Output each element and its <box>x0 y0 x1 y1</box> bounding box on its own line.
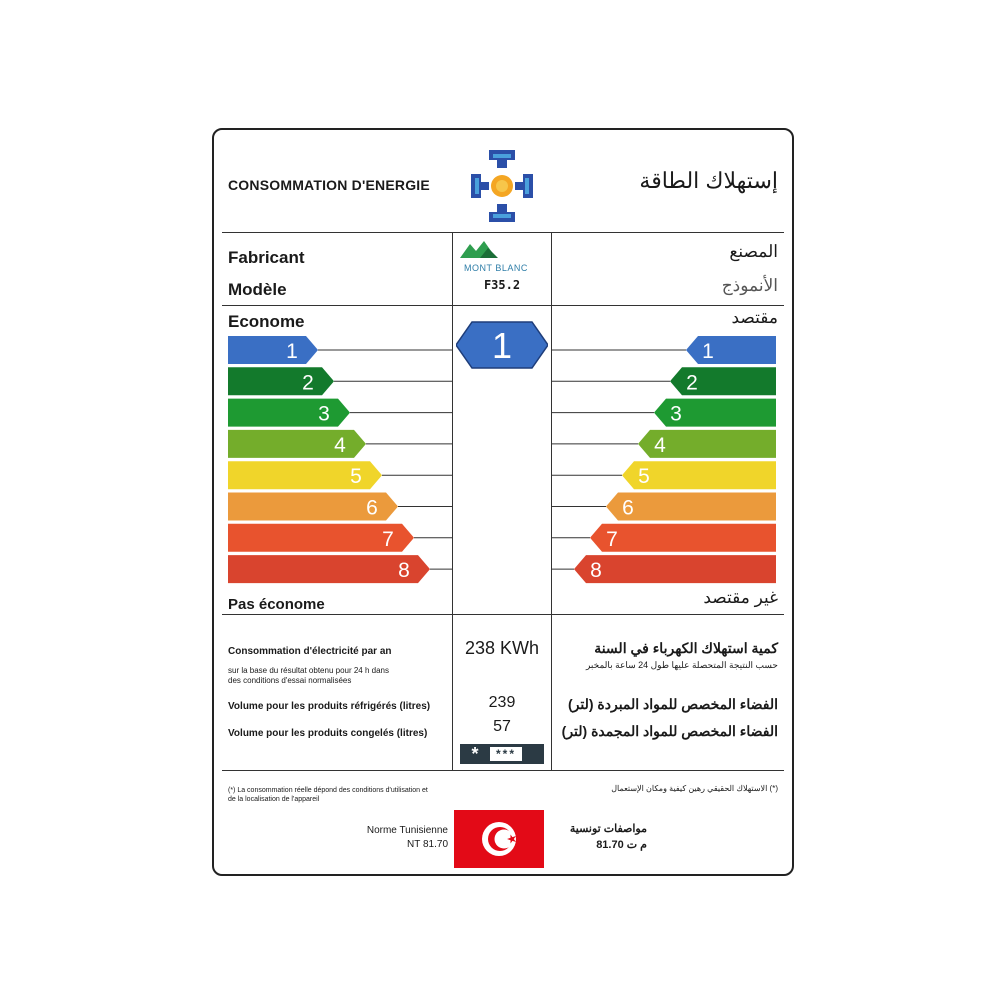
footnote-ar: (*) الاستهلاك الحقيقي رهين كيفية ومكان الإستعمال <box>611 784 778 793</box>
footnote-fr-2: de la localisation de l'appareil <box>228 796 320 803</box>
freezer-stars: *** <box>490 747 522 761</box>
energy-class-label-left-7: 7 <box>382 527 394 551</box>
divider <box>222 614 784 615</box>
consumption-note-ar: حسب النتيجة المتحصلة عليها طول 24 ساعة بالمخبر <box>585 660 778 670</box>
energy-class-label-left-5: 5 <box>350 465 362 489</box>
model-value: F35.2 <box>483 278 521 292</box>
brand-name: MONT BLANC <box>464 263 528 273</box>
model-label-ar: الأنموذج <box>721 276 778 295</box>
energy-class-label-right-4: 4 <box>654 433 666 457</box>
tunisia-flag-icon <box>454 810 544 868</box>
energy-class-label-right-7: 7 <box>606 527 618 551</box>
norm-code-fr: NT 81.70 <box>407 839 448 850</box>
energy-class-arrow-right-7 <box>590 524 776 552</box>
scale-bottom-label-ar: غير مقتصد <box>703 588 778 607</box>
fridge-volume-label-ar: الفضاء المخصص للمواد المبردة (لتر) <box>567 696 778 712</box>
consumption-note-fr-1: sur la base du résultat obtenu pour 24 h dans <box>228 666 389 675</box>
energy-class-label-right-2: 2 <box>686 371 698 395</box>
energy-class-label-left-8: 8 <box>398 559 410 583</box>
consumption-label-fr: Consommation d'électricité par an <box>228 646 392 657</box>
energy-class-arrow-left-1 <box>228 336 318 364</box>
norm-label-ar: مواصفات تونسية <box>569 823 647 835</box>
snowflake-icon: * <box>471 744 479 764</box>
title-french: CONSOMMATION D'ENERGIE <box>228 177 430 193</box>
scale-top-label-fr: Econome <box>228 312 305 331</box>
consumption-label-ar: كمية استهلاك الكهرباء في السنة <box>594 640 778 656</box>
manufacturer-label-fr: Fabricant <box>228 248 305 267</box>
model-label-fr: Modèle <box>228 280 287 299</box>
divider <box>222 770 784 771</box>
freezer-volume-label-fr: Volume pour les produits congelés (litres) <box>228 728 428 739</box>
energy-class-label-right-3: 3 <box>670 402 682 426</box>
energy-label <box>212 128 794 876</box>
energy-class-label-left-1: 1 <box>286 340 298 363</box>
energy-class-arrow-left-2 <box>228 367 334 395</box>
energy-class-label-left-2: 2 <box>302 371 314 395</box>
fridge-volume-value: 239 <box>488 694 516 711</box>
scale-bottom-label-fr: Pas économe <box>228 596 325 613</box>
manufacturer-label-ar: المصنع <box>729 242 778 261</box>
energy-class-label-left-6: 6 <box>366 496 378 520</box>
freezer-volume-label-ar: الفضاء المخصص للمواد المجمدة (لتر) <box>561 723 778 739</box>
norm-code-ar: م ت 81.70 <box>596 839 647 851</box>
fridge-volume-label-fr: Volume pour les produits réfrigérés (litres) <box>228 701 431 712</box>
energy-class-label-right-6: 6 <box>622 496 634 520</box>
energy-rating-value: 1 <box>491 325 513 366</box>
energy-class-label-right-8: 8 <box>590 559 602 583</box>
scale-top-label-ar: مقتصد <box>731 308 778 327</box>
norm-label-fr: Norme Tunisienne <box>366 825 448 836</box>
consumption-note-fr-2: des conditions d'essai normalisées <box>228 676 352 685</box>
energy-class-arrow-right-8 <box>574 555 776 583</box>
energy-rating-indicator <box>456 320 548 370</box>
footnote-fr-1: (*) La consommation réelle dépond des conditions d'utilisation et <box>228 787 428 794</box>
energy-class-label-right-1: 1 <box>702 340 714 363</box>
energy-class-label-left-4: 4 <box>334 433 346 457</box>
energy-class-arrow-left-3 <box>228 399 350 427</box>
energy-class-label-right-5: 5 <box>638 465 650 489</box>
title-arabic: إستهلاك الطاقة <box>639 168 778 193</box>
energy-class-arrow-right-1 <box>686 336 776 364</box>
energy-class-label-left-3: 3 <box>318 402 330 426</box>
consumption-value: 238 KWh <box>464 638 540 658</box>
freezer-star-rating <box>460 744 544 764</box>
freezer-volume-value: 57 <box>493 718 511 735</box>
